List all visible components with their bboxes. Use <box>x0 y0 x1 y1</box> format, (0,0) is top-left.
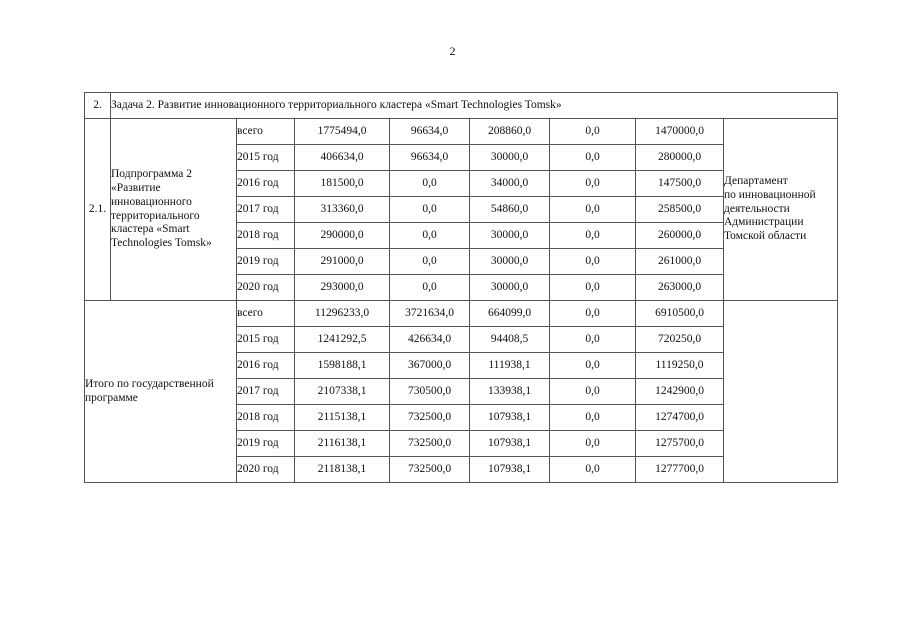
task-title: Задача 2. Развитие инновационного территориального кластера «Smart Technologies Tomsk» <box>111 93 838 119</box>
value-cell: 732500,0 <box>390 457 470 483</box>
value-cell: 0,0 <box>550 119 636 145</box>
value-cell: 107938,1 <box>470 405 550 431</box>
value-cell: 107938,1 <box>470 431 550 457</box>
period-cell: 2019 год <box>237 431 295 457</box>
period-cell: 2020 год <box>237 457 295 483</box>
period-cell: 2018 год <box>237 223 295 249</box>
value-cell: 1775494,0 <box>295 119 390 145</box>
total-row <box>85 301 838 327</box>
value-cell: 54860,0 <box>470 197 550 223</box>
subprogram-row <box>85 119 838 145</box>
value-cell: 0,0 <box>550 301 636 327</box>
value-cell: 208860,0 <box>470 119 550 145</box>
value-cell: 258500,0 <box>636 197 724 223</box>
value-cell: 1274700,0 <box>636 405 724 431</box>
value-cell: 732500,0 <box>390 431 470 457</box>
value-cell: 0,0 <box>550 223 636 249</box>
value-cell: 0,0 <box>550 145 636 171</box>
department-cell: Департамент по инновационной деятельности Администрации Томской области <box>724 119 838 301</box>
value-cell: 111938,1 <box>470 353 550 379</box>
period-cell: 2016 год <box>237 353 295 379</box>
value-cell: 263000,0 <box>636 275 724 301</box>
value-cell: 0,0 <box>390 249 470 275</box>
value-cell: 1598188,1 <box>295 353 390 379</box>
period-cell: 2015 год <box>237 327 295 353</box>
value-cell: 293000,0 <box>295 275 390 301</box>
value-cell: 720250,0 <box>636 327 724 353</box>
value-cell: 664099,0 <box>470 301 550 327</box>
value-cell: 0,0 <box>550 405 636 431</box>
value-cell: 1119250,0 <box>636 353 724 379</box>
value-cell: 30000,0 <box>470 145 550 171</box>
value-cell: 367000,0 <box>390 353 470 379</box>
value-cell: 0,0 <box>390 171 470 197</box>
value-cell: 406634,0 <box>295 145 390 171</box>
subprogram-number: 2.1. <box>85 119 111 301</box>
value-cell: 0,0 <box>550 249 636 275</box>
value-cell: 0,0 <box>550 457 636 483</box>
value-cell: 107938,1 <box>470 457 550 483</box>
value-cell: 30000,0 <box>470 275 550 301</box>
budget-table <box>84 92 838 483</box>
value-cell: 2107338,1 <box>295 379 390 405</box>
task-row <box>85 93 838 119</box>
value-cell: 313360,0 <box>295 197 390 223</box>
value-cell: 1241292,5 <box>295 327 390 353</box>
value-cell: 732500,0 <box>390 405 470 431</box>
value-cell: 291000,0 <box>295 249 390 275</box>
period-cell: 2017 год <box>237 197 295 223</box>
value-cell: 0,0 <box>390 223 470 249</box>
value-cell: 730500,0 <box>390 379 470 405</box>
value-cell: 11296233,0 <box>295 301 390 327</box>
value-cell: 30000,0 <box>470 223 550 249</box>
value-cell: 0,0 <box>550 197 636 223</box>
value-cell: 147500,0 <box>636 171 724 197</box>
page-number: 2 <box>449 44 456 58</box>
total-department-empty <box>724 301 838 483</box>
value-cell: 0,0 <box>550 327 636 353</box>
value-cell: 1277700,0 <box>636 457 724 483</box>
value-cell: 2115138,1 <box>295 405 390 431</box>
value-cell: 2116138,1 <box>295 431 390 457</box>
period-cell: 2019 год <box>237 249 295 275</box>
value-cell: 1470000,0 <box>636 119 724 145</box>
value-cell: 30000,0 <box>470 249 550 275</box>
value-cell: 260000,0 <box>636 223 724 249</box>
value-cell: 0,0 <box>550 431 636 457</box>
value-cell: 0,0 <box>390 275 470 301</box>
value-cell: 426634,0 <box>390 327 470 353</box>
value-cell: 0,0 <box>550 353 636 379</box>
value-cell: 34000,0 <box>470 171 550 197</box>
value-cell: 1275700,0 <box>636 431 724 457</box>
value-cell: 0,0 <box>550 275 636 301</box>
value-cell: 1242900,0 <box>636 379 724 405</box>
subprogram-name: Подпрограмма 2 «Развитие инновационного территориального кластера «Smart Technologies Tomsk» <box>111 119 237 301</box>
value-cell: 133938,1 <box>470 379 550 405</box>
total-label: Итого по государственной программе <box>85 301 237 483</box>
value-cell: 94408,5 <box>470 327 550 353</box>
value-cell: 290000,0 <box>295 223 390 249</box>
task-number: 2. <box>85 93 111 119</box>
value-cell: 96634,0 <box>390 119 470 145</box>
period-cell: всего <box>237 119 295 145</box>
value-cell: 0,0 <box>550 379 636 405</box>
value-cell: 3721634,0 <box>390 301 470 327</box>
value-cell: 261000,0 <box>636 249 724 275</box>
period-cell: 2017 год <box>237 379 295 405</box>
value-cell: 6910500,0 <box>636 301 724 327</box>
value-cell: 2118138,1 <box>295 457 390 483</box>
value-cell: 0,0 <box>390 197 470 223</box>
period-cell: 2018 год <box>237 405 295 431</box>
period-cell: 2020 год <box>237 275 295 301</box>
value-cell: 0,0 <box>550 171 636 197</box>
period-cell: всего <box>237 301 295 327</box>
period-cell: 2016 год <box>237 171 295 197</box>
value-cell: 181500,0 <box>295 171 390 197</box>
period-cell: 2015 год <box>237 145 295 171</box>
value-cell: 96634,0 <box>390 145 470 171</box>
value-cell: 280000,0 <box>636 145 724 171</box>
